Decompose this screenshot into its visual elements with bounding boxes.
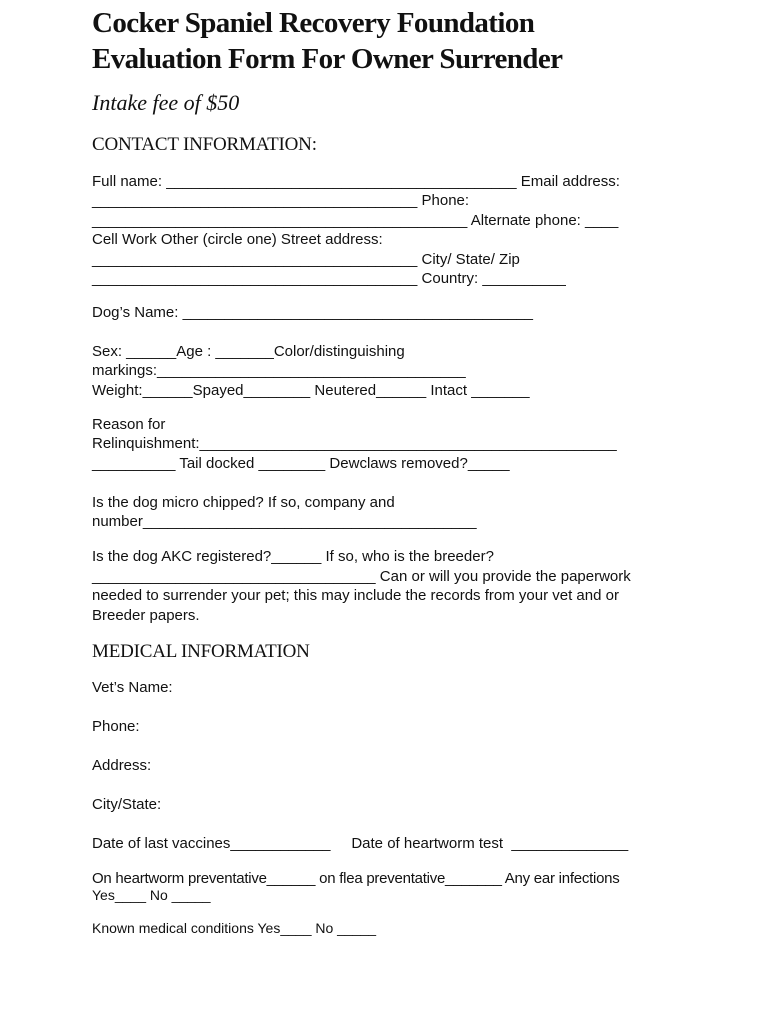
phone-type-street-address-field[interactable]: Cell Work Other (circle one) Street address: — [92, 231, 383, 248]
vaccines-heartworm-field[interactable]: Date of last vaccines____________ Date of heartworm test ______________ — [92, 835, 629, 852]
sex-age-color-field[interactable]: Sex: ______Age : _______Color/distinguishing — [92, 343, 405, 360]
tail-dewclaws-field[interactable]: __________ Tail docked ________ Dewclaws removed?_____ — [92, 455, 510, 472]
city-state-zip-field[interactable]: _______________________________________ City/ State/ Zip — [92, 251, 520, 268]
weight-spay-neuter-field[interactable]: Weight:______Spayed________ Neutered______ Intact _______ — [92, 382, 530, 399]
dog-name-field[interactable]: Dog’s Name: __________________________________________ — [92, 304, 533, 321]
intake-fee: Intake fee of $50 — [92, 90, 240, 115]
markings-field[interactable]: markings:_____________________________________ — [92, 362, 466, 379]
contact-section-heading: CONTACT INFORMATION: — [92, 134, 317, 155]
microchip-question: Is the dog micro chipped? If so, company and — [92, 494, 395, 511]
vet-address-field[interactable]: Address: — [92, 757, 152, 774]
vet-name-field[interactable]: Vet’s Name: — [92, 679, 173, 696]
paperwork-text: needed to surrender your pet; this may include the records from your vet and or — [92, 587, 619, 604]
ear-infections-field[interactable]: Yes____ No _____ — [92, 887, 211, 903]
reason-label: Reason for — [92, 416, 166, 433]
alternate-phone-field[interactable]: _____________________________________________ Alternate phone: ____ — [92, 212, 619, 229]
medical-conditions-field[interactable]: Known medical conditions Yes____ No _____ — [92, 920, 377, 936]
country-field[interactable]: _______________________________________ Country: __________ — [92, 270, 566, 287]
relinquishment-field[interactable]: Relinquishment:__________________________________________________ — [92, 435, 617, 452]
microchip-number-field[interactable]: number________________________________________ — [92, 513, 477, 530]
form-title-line1: Cocker Spaniel Recovery Foundation — [92, 7, 535, 39]
akc-registered-field[interactable]: Is the dog AKC registered?______ If so, who is the breeder? — [92, 548, 494, 565]
form-title-line2: Evaluation Form For Owner Surrender — [92, 43, 563, 75]
vet-phone-field[interactable]: Phone: — [92, 718, 140, 735]
medical-section-heading: MEDICAL INFORMATION — [92, 641, 310, 662]
breeder-field[interactable]: __________________________________ Can or will you provide the paperwork — [92, 568, 631, 585]
breeder-papers-text: Breeder papers. — [92, 607, 200, 624]
full-name-field[interactable]: Full name: __________________________________________ Email address: — [92, 173, 620, 190]
vet-city-state-field[interactable]: City/State: — [92, 796, 162, 813]
phone-field[interactable]: _______________________________________ Phone: — [92, 192, 470, 209]
preventative-field[interactable]: On heartworm preventative______ on flea preventative_______ Any ear infections — [92, 870, 620, 887]
